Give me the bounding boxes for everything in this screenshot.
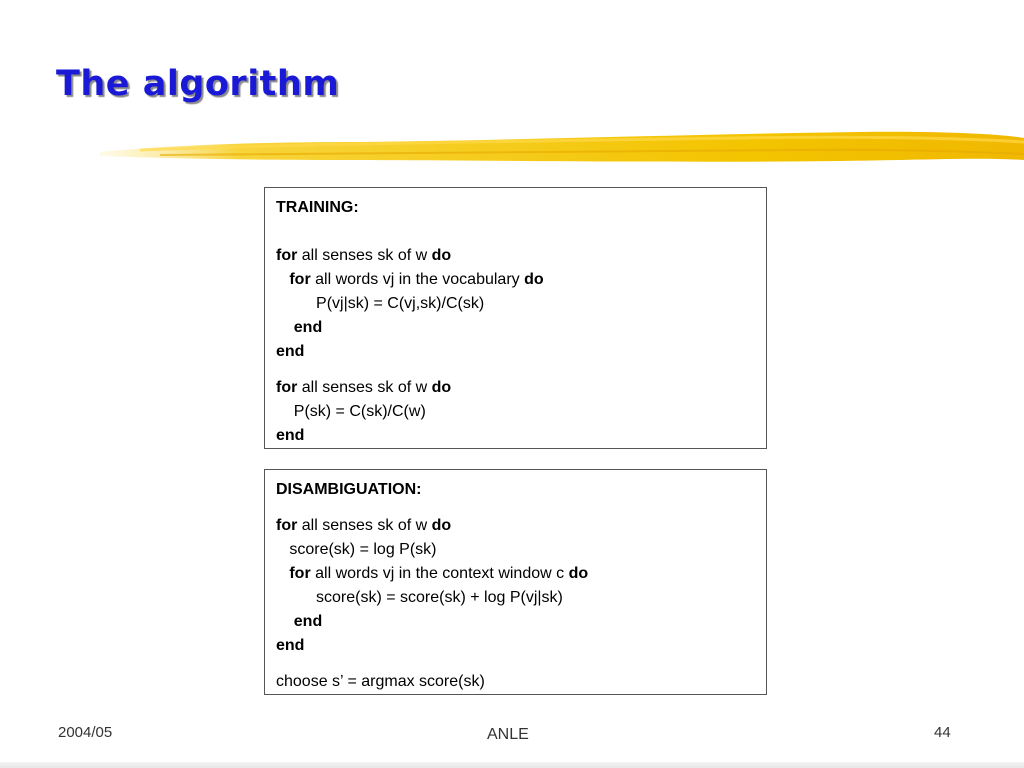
- code-line: end: [293, 613, 323, 630]
- code-line: P(vj|sk) = C(vj,sk)/C(sk): [316, 295, 485, 312]
- disambiguation-box: [264, 469, 767, 695]
- code-line: score(sk) = log P(sk): [289, 541, 437, 558]
- training-code: [276, 244, 755, 448]
- bottom-divider: [0, 762, 1024, 768]
- footer-course-label: ANLE: [487, 726, 529, 743]
- training-box: [264, 187, 767, 449]
- code-line: end: [276, 343, 305, 360]
- slide-title: The algorithm: [56, 64, 340, 104]
- code-line: for all senses sk of w do: [276, 379, 452, 396]
- code-line: end: [276, 637, 305, 654]
- code-line: score(sk) = score(sk) + log P(vj|sk): [316, 589, 563, 606]
- code-line: for all words vj in the context window c do: [289, 565, 589, 582]
- code-line: choose s’ = argmax score(sk): [276, 673, 485, 690]
- code-line: for all words vj in the vocabulary do: [289, 271, 544, 288]
- code-line: for all senses sk of w do: [276, 247, 452, 264]
- disambiguation-code: [276, 514, 755, 694]
- code-line: for all senses sk of w do: [276, 517, 452, 534]
- footer-date: 2004/05: [58, 724, 113, 741]
- slide-number: 44: [934, 724, 951, 741]
- code-line: P(sk) = C(sk)/C(w): [293, 403, 426, 420]
- disambiguation-heading: DISAMBIGUATION:: [276, 481, 422, 498]
- training-heading: TRAINING:: [276, 199, 359, 216]
- yellow-brush-stroke: [100, 130, 1024, 170]
- code-line: end: [276, 427, 305, 444]
- code-line: end: [293, 319, 323, 336]
